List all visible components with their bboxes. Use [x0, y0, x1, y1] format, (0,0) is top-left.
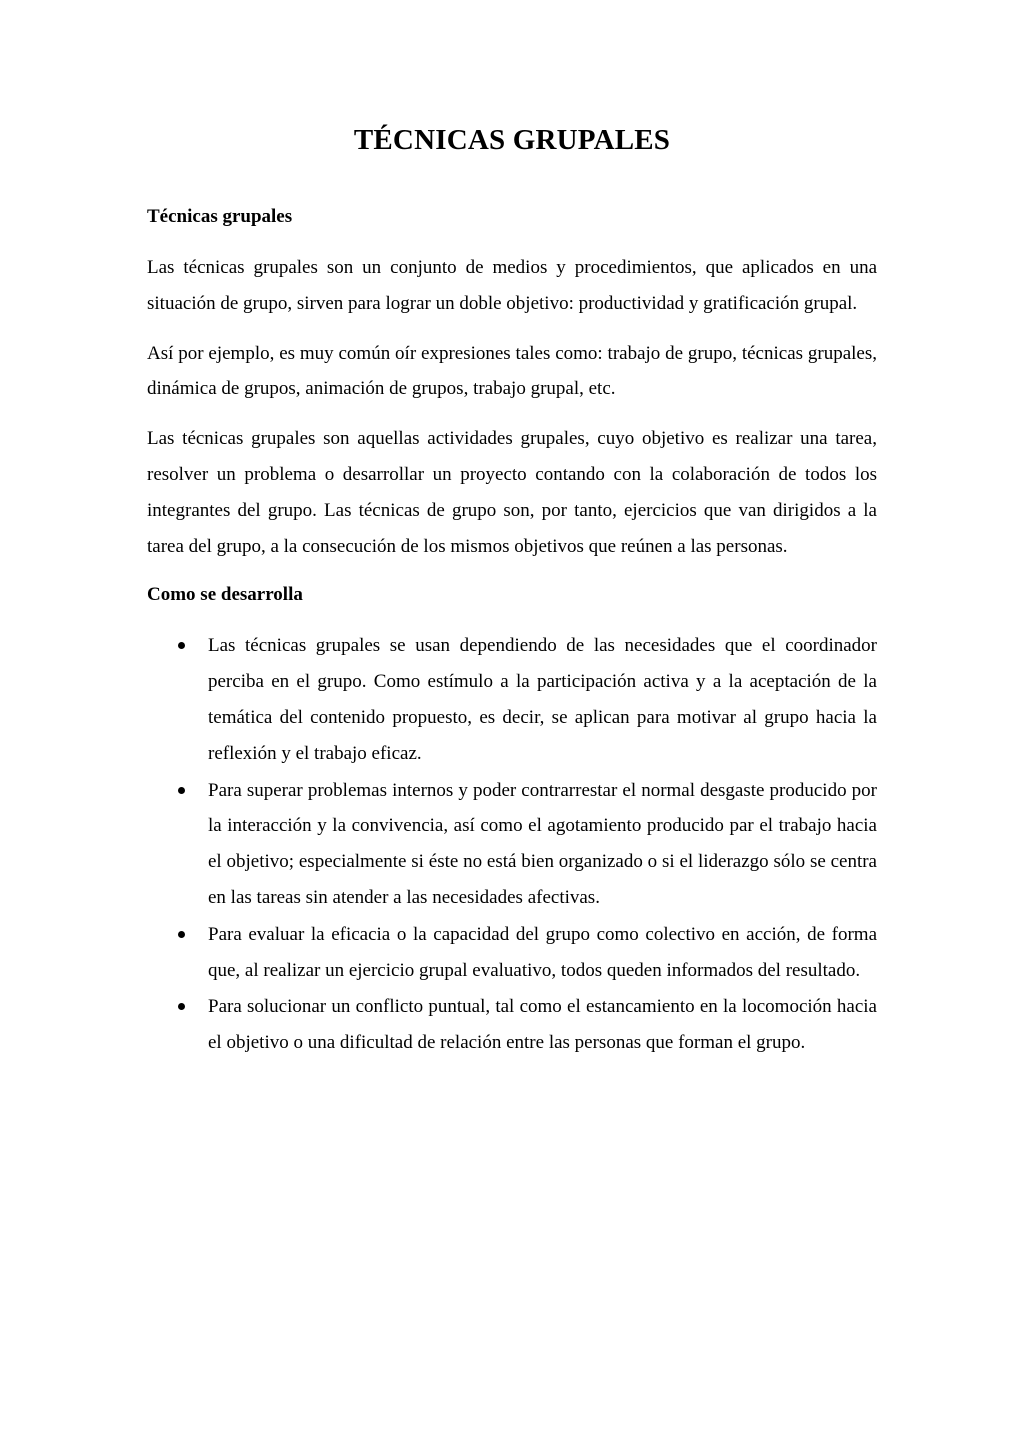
- list-item-text: Para evaluar la eficacia o la capacidad del grupo como colectivo en acción, de forma que, al realizar un ejercicio grupal evaluativo, todos queden informados del resultado.: [208, 923, 877, 981]
- list-item: [147, 773, 877, 916]
- list-item-text: Las técnicas grupales se usan dependiendo de las necesidades que el coordinador perciba en el grupo. Como estímulo a la participación activa y a la aceptación de la temática del contenido propuesto, es decir, se aplican para motivar al grupo hacia la reflexión y el trabajo eficaz.: [208, 635, 877, 764]
- section-heading-tecnicas-grupales: Técnicas grupales: [147, 206, 293, 227]
- list-item: [147, 989, 877, 1061]
- list-item: [147, 628, 877, 771]
- list-item-text: Para superar problemas internos y poder contrarrestar el normal desgaste producido por la interacción y la convivencia, así como el agotamiento producido par el trabajo hacia el objetivo; especialmente si éste no está bien organizado o si el liderazgo sólo se centra en las tareas sin atender a las necesidades afectivas.: [208, 779, 877, 908]
- bullet-list: [147, 628, 877, 1061]
- bullet-icon: [178, 931, 185, 938]
- document-title: TÉCNICAS GRUPALES: [353, 124, 671, 156]
- bullet-icon: [178, 1003, 185, 1010]
- paragraph-examples: Así por ejemplo, es muy común oír expresiones tales como: trabajo de grupo, técnicas grupales, dinámica de grupos, animación de grupos, trabajo grupal, etc.: [147, 342, 877, 400]
- section-heading-como-se-desarrolla: Como se desarrolla: [147, 584, 303, 606]
- list-item-text: Para solucionar un conflicto puntual, tal como el estancamiento en la locomoción hacia el objetivo o una dificultad de relación entre las personas que forman el grupo.: [208, 996, 877, 1054]
- paragraph-activities: Las técnicas grupales son aquellas actividades grupales, cuyo objetivo es realizar una tarea, resolver un problema o desarrollar un proyecto contando con la colaboración de todos los integrantes del grupo. Las técnicas de grupo son, por tanto, ejercicios que van dirigidos a la tarea del grupo, a la consecución de los mismos objetivos que reúnen a las personas.: [147, 428, 877, 557]
- list-item: [147, 917, 877, 989]
- document-page: [147, 118, 877, 1062]
- paragraph-definition: Las técnicas grupales son un conjunto de medios y procedimientos, que aplicados en una situación de grupo, sirven para lograr un doble objetivo: productividad y gratificación grupal.: [147, 257, 877, 314]
- bullet-icon: [178, 787, 185, 794]
- bullet-icon: [178, 642, 185, 649]
